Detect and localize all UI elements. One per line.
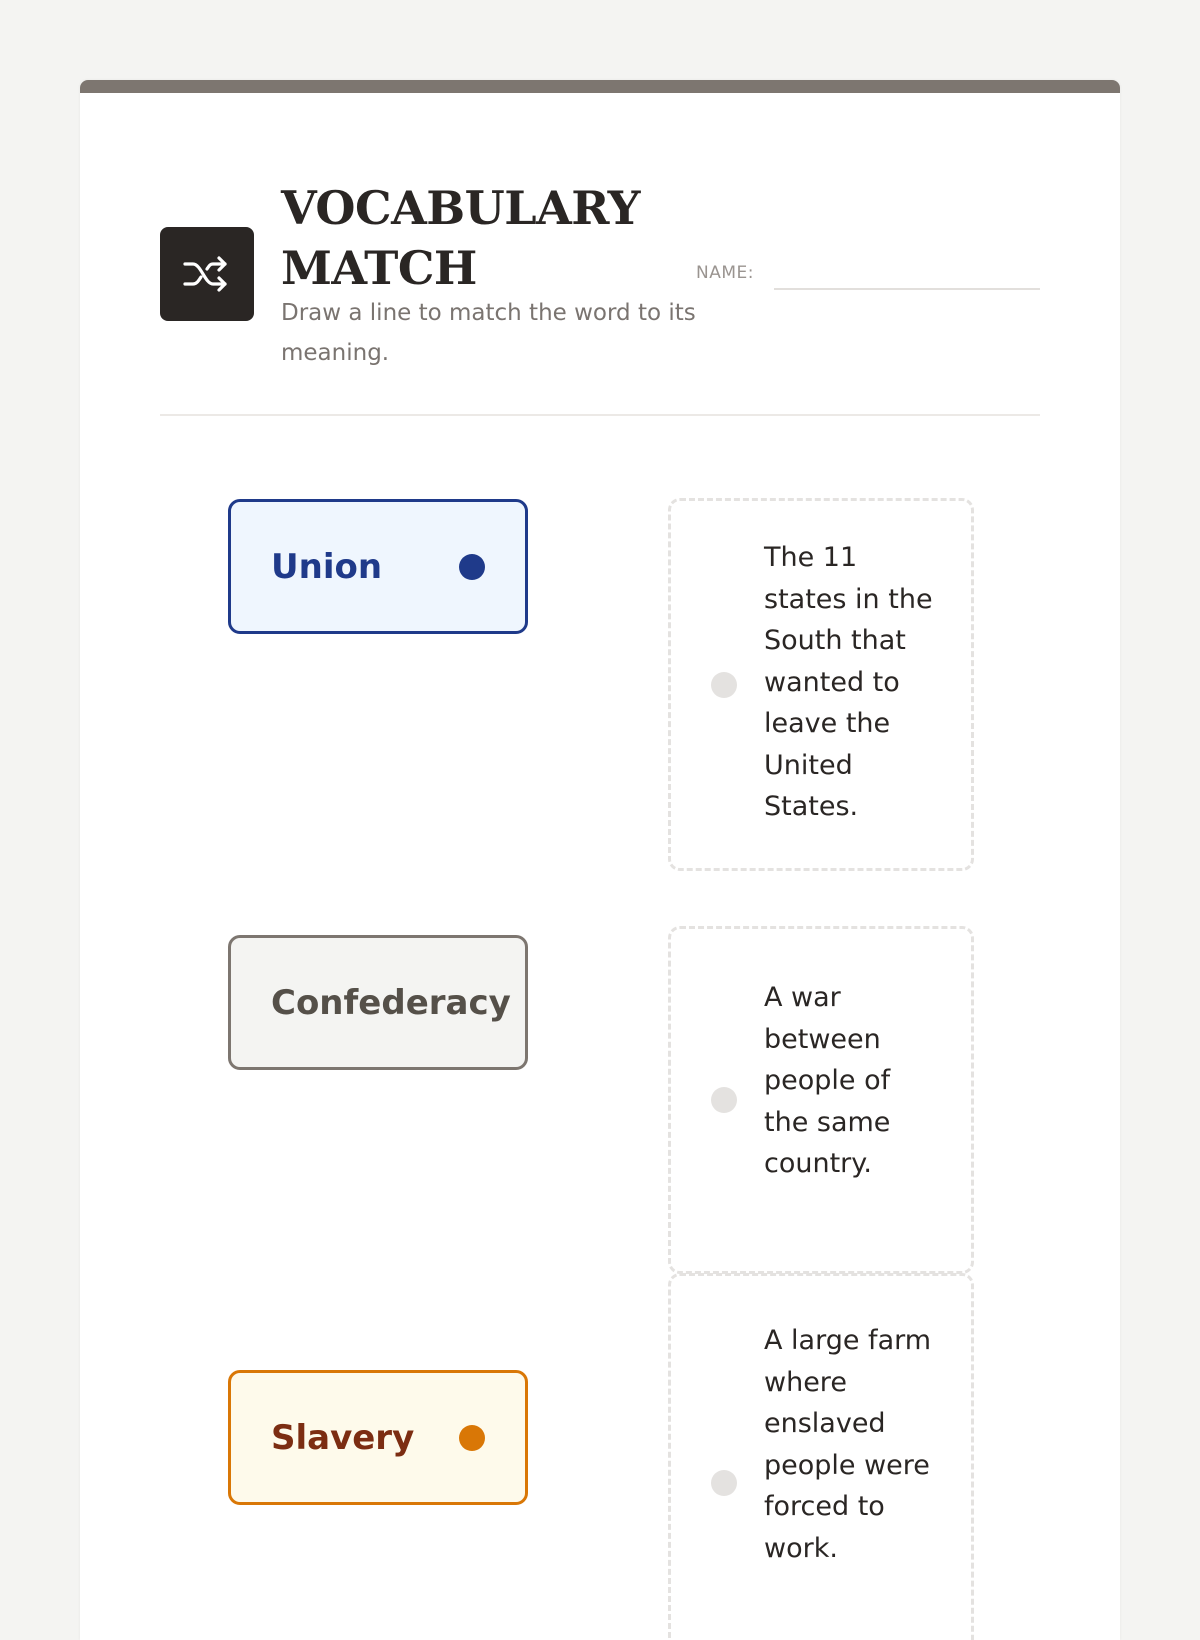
page-title: VOCABULARY MATCH [281,181,640,295]
header-divider [160,414,1040,416]
definition-text: A large farm where enslaved people were forced to work. [764,1325,932,1564]
shuffle-icon [160,227,254,321]
connector-dot[interactable] [459,554,485,580]
name-label: NAME: [696,263,754,283]
word-label: Slavery [271,1417,415,1458]
connector-dot[interactable] [711,1087,737,1113]
definition-card-1[interactable] [668,498,974,871]
worksheet-top-bar [80,80,1120,93]
definition-text: A war between people of the same country. [764,982,891,1179]
definition-text: The 11 states in the South that wanted to leave the United States. [764,542,933,822]
word-card-confederacy[interactable] [228,935,528,1070]
connector-dot[interactable] [711,672,737,698]
definition-card-2[interactable] [668,926,974,1274]
word-card-union[interactable] [228,499,528,634]
word-label: Union [271,546,383,587]
definition-card-3[interactable] [668,1273,974,1640]
connector-dot[interactable] [459,1425,485,1451]
connector-dot[interactable] [711,1470,737,1496]
worksheet [80,80,1120,1640]
word-card-slavery[interactable] [228,1370,528,1505]
word-label: Confederacy [271,982,511,1023]
instructions: Draw a line to match the word to its meaning. [281,300,696,366]
name-field[interactable] [774,288,1040,290]
